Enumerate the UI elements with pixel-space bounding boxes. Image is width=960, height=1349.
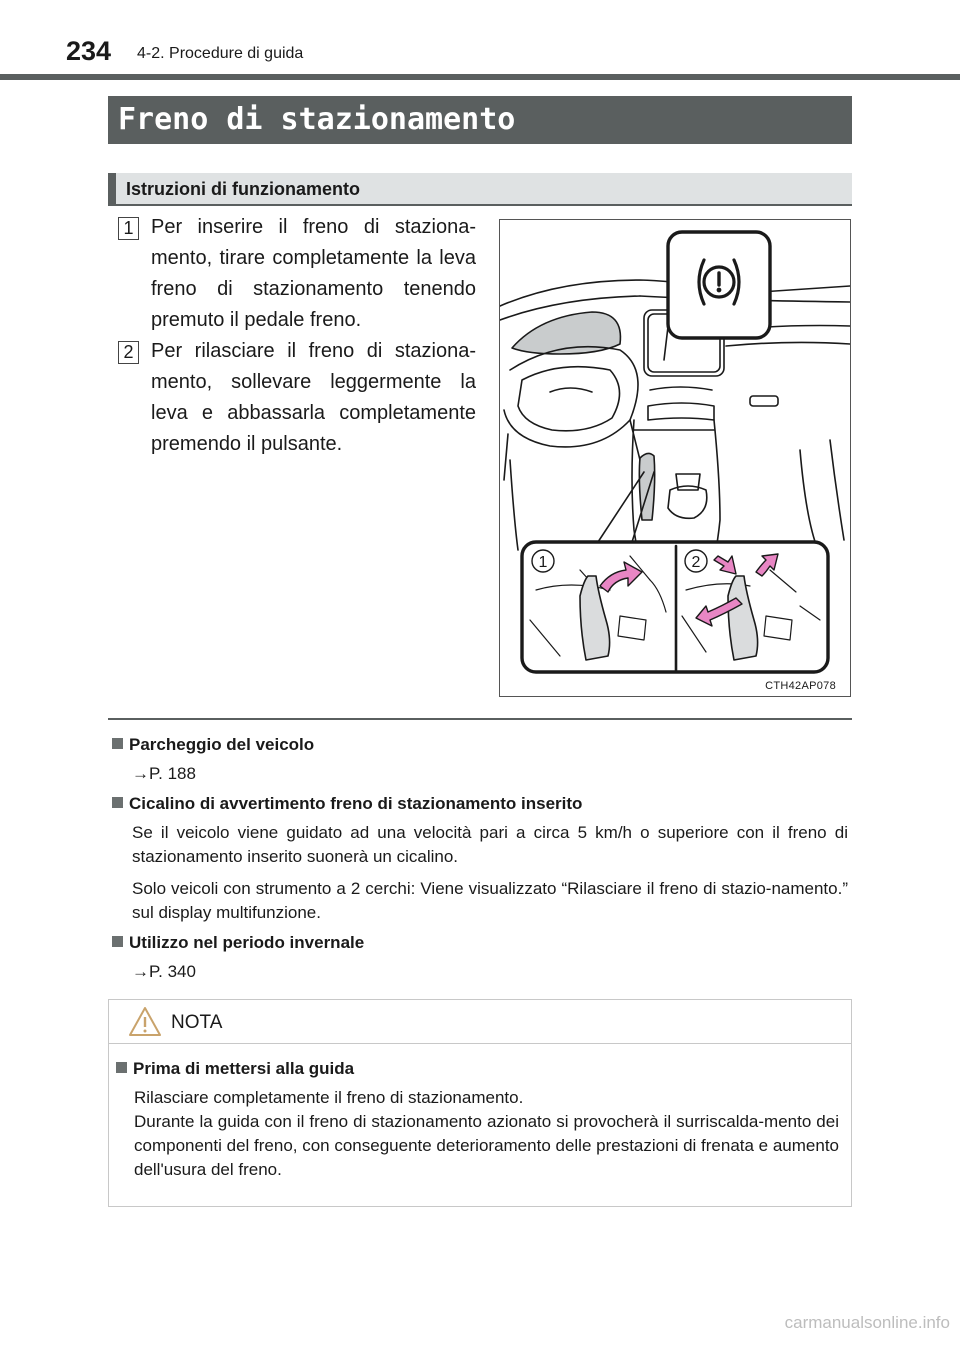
bullet-square-icon: [112, 738, 123, 749]
watermark: carmanualsonline.info: [784, 1313, 950, 1332]
section-heading-bar: [108, 173, 852, 206]
figure-code: CTH42AP078: [765, 680, 836, 692]
nota-heading-text: Prima di mettersi alla guida: [133, 1059, 355, 1078]
step-1-badge: 1: [118, 217, 139, 240]
header-rule: [0, 74, 960, 80]
page-title: Freno di stazionamento: [118, 102, 516, 137]
step-2-badge: 2: [118, 341, 139, 364]
nota-header: [109, 1000, 851, 1044]
note-paragraph-buzzer-2: Solo veicoli con strumento a 2 cerchi: Viene visualizzato “Rilasciare il freno di stazio-namento.” sul display multifunzione.: [132, 879, 848, 922]
bullet-square-icon: [116, 1062, 127, 1073]
step-2-text: Per rilasciare il freno di staziona-mento, sollevare leggermente la leva e abbassarla completamente premendo il pulsante.: [151, 340, 476, 455]
warning-triangle-icon: [128, 1006, 162, 1038]
bullet-square-icon: [112, 797, 123, 808]
note-paragraph-buzzer-1: Se il veicolo viene guidato ad una velocità pari a circa 5 km/h o superiore con il freno di stazionamento inserito suonerà un cicalino.: [132, 823, 848, 866]
nota-box: [108, 999, 852, 1207]
page-number: 234: [66, 36, 112, 66]
note-heading-buzzer: [112, 794, 582, 814]
chapter-title: 4-2. Procedure di guida: [137, 45, 304, 62]
nota-label: NOTA: [171, 1012, 223, 1033]
section-heading-accent: [108, 173, 116, 204]
note-heading-text: Parcheggio del veicolo: [129, 735, 315, 754]
page-title-bar: [108, 96, 852, 144]
nota-line-2: Durante la guida con il freno di stazionamento azionato si provocherà il surriscalda-mento dei componenti del freno, con conseguente deterioramento delle prestazioni di frenata e aumento dell'usura del freno.: [134, 1112, 840, 1179]
step-1-text: Per inserire il freno di staziona-mento, tirare completamente la leva freno di stazionamento tenendo premuto il pedale freno.: [151, 216, 476, 331]
callout-1: 1: [538, 554, 548, 571]
note-heading-text: Cicalino di avvertimento freno di stazionamento inserito: [129, 794, 583, 813]
callout-2: 2: [691, 554, 701, 571]
parking-brake-illustration: [499, 219, 851, 697]
note-heading-winter: [112, 933, 364, 953]
nota-line-1: Rilasciare completamente il freno di stazionamento.: [134, 1088, 524, 1107]
nota-heading: [116, 1059, 354, 1079]
section-heading: Istruzioni di funzionamento: [126, 179, 360, 199]
note-heading-text: Utilizzo nel periodo invernale: [129, 933, 365, 952]
illustration-drawing: [500, 220, 850, 696]
note-ref-parking: →P. 188: [132, 764, 196, 783]
bullet-square-icon: [112, 936, 123, 947]
note-heading-parking: [112, 735, 314, 755]
section-rule: [108, 718, 852, 720]
note-ref-winter: →P. 340: [132, 962, 196, 981]
